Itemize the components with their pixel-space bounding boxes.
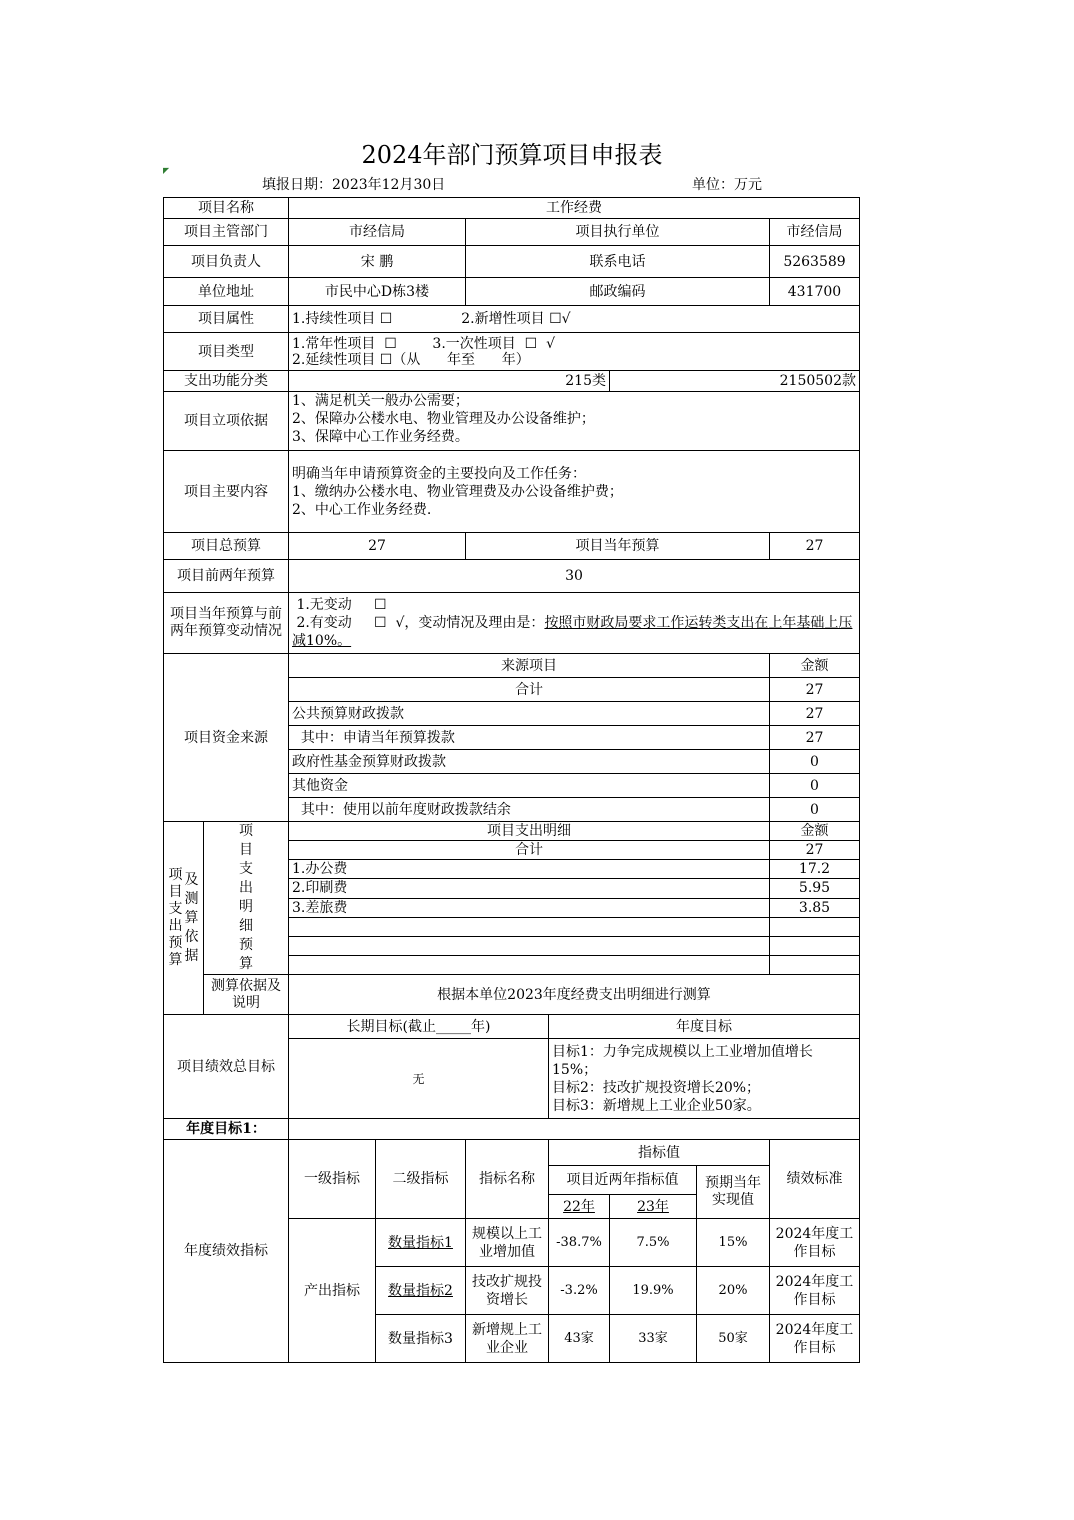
owner-value: 宋 鹏 xyxy=(289,246,466,278)
row-annual-goal1 xyxy=(164,1119,860,1140)
change-opt2-prefix: 2.有变动 ☐ √，变动情况及理由是： xyxy=(292,615,545,631)
funding-source: 其他资金 xyxy=(289,774,770,798)
indicator-h-y22: 22年 xyxy=(549,1195,610,1219)
row-ptype xyxy=(164,333,860,371)
funding-amount: 0 xyxy=(770,798,860,822)
expense-outer-label-a: 项目支出预算 xyxy=(168,867,183,968)
page-title: 2024年部门预算项目申报表 xyxy=(361,141,663,169)
funding-header-row xyxy=(164,654,860,678)
indicator-h-value: 指标值 xyxy=(549,1140,770,1166)
expense-col-amount: 金额 xyxy=(770,822,860,841)
calc-basis-label: 测算依据及说明 xyxy=(204,975,289,1015)
attribute-label: 项目属性 xyxy=(164,306,289,333)
attribute-opt-continuing: 1.持续性项目 ☐ xyxy=(292,311,393,327)
indicator-v23: 33家 xyxy=(610,1315,697,1363)
annual-goal1-value xyxy=(289,1119,860,1140)
ptype-options xyxy=(289,333,860,371)
annual-goal-label: 年度目标 xyxy=(549,1015,860,1039)
row-func-class xyxy=(164,371,860,392)
row-calc-basis xyxy=(164,975,860,1015)
expense-amount-empty xyxy=(770,917,860,936)
perf-goal-label: 项目绩效总目标 xyxy=(164,1015,289,1119)
content-text xyxy=(289,451,860,533)
indicator-expect: 15% xyxy=(697,1219,770,1267)
row-change xyxy=(164,593,860,654)
indicator-name: 规模以上工业增加值 xyxy=(466,1219,549,1267)
expense-item: 1.办公费 xyxy=(289,860,770,879)
func-class-cls: 215类 xyxy=(289,371,610,392)
funding-amount: 27 xyxy=(770,726,860,750)
change-opt2 xyxy=(292,614,856,650)
expense-header-row xyxy=(164,822,860,841)
attribute-opt-new: 2.新增性项目 ☐√ xyxy=(461,311,571,327)
expense-item: 2.印刷费 xyxy=(289,879,770,898)
funding-amount: 27 xyxy=(770,702,860,726)
annual-goal-line: 目标2：技改扩规投资增长20%； xyxy=(552,1079,761,1096)
content-line: 明确当年申请预算资金的主要投向及工作任务： xyxy=(292,465,586,482)
dept-label: 项目主管部门 xyxy=(164,219,289,246)
change-text xyxy=(289,593,860,654)
basis-line: 1、满足机关一般办公需要； xyxy=(292,393,469,409)
phone-value: 5263589 xyxy=(770,246,860,278)
expense-item-empty xyxy=(289,936,770,955)
phone-label: 联系电话 xyxy=(466,246,770,278)
expense-amount: 5.95 xyxy=(770,879,860,898)
basis-line: 2、保障办公楼水电、物业管理及办公设备维护； xyxy=(292,411,595,427)
expense-inner-label-cell xyxy=(204,822,289,975)
budget-application-form xyxy=(163,197,860,1363)
fill-date: 填报日期：2023年12月30日 xyxy=(262,177,446,193)
indicator-l2: 数量指标2 xyxy=(376,1267,466,1315)
basis-text xyxy=(289,392,860,451)
change-opt1: 1.无变动 ☐ xyxy=(292,597,387,613)
year-budget-label: 项目当年预算 xyxy=(466,533,770,560)
annual-goal-text xyxy=(549,1039,860,1119)
year-budget-value: 27 xyxy=(770,533,860,560)
row-project-name xyxy=(164,198,860,219)
funding-source: 合计 xyxy=(289,678,770,702)
expense-amount-empty xyxy=(770,936,860,955)
annual-goal-line: 目标1：力争完成规模以上工业增加值增长15%； xyxy=(552,1043,813,1078)
annual-goal1-label: 年度目标1： xyxy=(164,1119,289,1140)
owner-label: 项目负责人 xyxy=(164,246,289,278)
postal-value: 431700 xyxy=(770,278,860,306)
address-value: 市民中心D栋3楼 xyxy=(289,278,466,306)
expense-item-empty xyxy=(289,917,770,936)
indicator-expect: 50家 xyxy=(697,1315,770,1363)
expense-inner-label: 项目支出明细预算 xyxy=(239,823,253,972)
prev-budget-label: 项目前两年预算 xyxy=(164,560,289,593)
expense-item-empty xyxy=(289,955,770,974)
address-label: 单位地址 xyxy=(164,278,289,306)
perf-goal-header-row xyxy=(164,1015,860,1039)
ptype-line1: 1.常年性项目 ☐ 3.一次性项目 ☐ √ xyxy=(292,335,556,352)
indicator-h-std: 绩效标准 xyxy=(770,1140,860,1219)
expense-amount-empty xyxy=(770,955,860,974)
unit-label: 单位：万元 xyxy=(692,177,762,193)
indicator-expect: 20% xyxy=(697,1267,770,1315)
indicator-h-expect: 预期当年实现值 xyxy=(697,1166,770,1219)
calc-basis-value: 根据本单位2023年度经费支出明细进行测算 xyxy=(289,975,860,1015)
total-budget-label: 项目总预算 xyxy=(164,533,289,560)
total-budget-value: 27 xyxy=(289,533,466,560)
indicator-name: 技改扩规投资增长 xyxy=(466,1267,549,1315)
prev-budget-value: 30 xyxy=(289,560,860,593)
row-budget xyxy=(164,533,860,560)
indicator-header-row1 xyxy=(164,1140,860,1166)
funding-amount: 0 xyxy=(770,750,860,774)
indicator-v23: 7.5% xyxy=(610,1219,697,1267)
funding-source: 其中：申请当年预算拨款 xyxy=(289,726,770,750)
funding-source: 其中：使用以前年度财政拨款结余 xyxy=(289,798,770,822)
basis-line: 3、保障中心工作业务经费。 xyxy=(292,429,469,445)
project-name-value: 工作经费 xyxy=(289,198,860,219)
postal-label: 邮政编码 xyxy=(466,278,770,306)
change-reason: 按照市财政局要求工作运转类支出在上年基础上压减10%。 xyxy=(292,615,853,649)
project-name-label: 项目名称 xyxy=(164,198,289,219)
exec-unit-label: 项目执行单位 xyxy=(466,219,770,246)
expense-outer-label xyxy=(164,822,204,1015)
expense-item: 3.差旅费 xyxy=(289,898,770,917)
expense-amount: 3.85 xyxy=(770,898,860,917)
indicator-v22: -3.2% xyxy=(549,1267,610,1315)
dept-value: 市经信局 xyxy=(289,219,466,246)
ptype-line2: 2.延续性项目 ☐（从 年至 年） xyxy=(292,351,530,368)
indicator-v22: -38.7% xyxy=(549,1219,610,1267)
expense-item: 合计 xyxy=(289,841,770,860)
indicator-std: 2024年度工作目标 xyxy=(770,1267,860,1315)
func-class-label: 支出功能分类 xyxy=(164,371,289,392)
ptype-label: 项目类型 xyxy=(164,333,289,371)
attribute-options xyxy=(289,306,860,333)
indicators-label: 年度绩效指标 xyxy=(164,1140,289,1363)
content-line: 2、中心工作业务经费. xyxy=(292,501,432,518)
cell-marker-icon: ◤ xyxy=(163,166,170,175)
row-content xyxy=(164,451,860,533)
row-dept xyxy=(164,219,860,246)
funding-source: 公共预算财政拨款 xyxy=(289,702,770,726)
indicator-name: 新增规上工业企业 xyxy=(466,1315,549,1363)
funding-source: 政府性基金预算财政拨款 xyxy=(289,750,770,774)
funding-label: 项目资金来源 xyxy=(164,654,289,822)
expense-outer-label-b: 及测算依据 xyxy=(184,871,199,964)
indicator-l1-output: 产出指标 xyxy=(289,1219,376,1363)
row-owner xyxy=(164,246,860,278)
funding-col-source: 来源项目 xyxy=(289,654,770,678)
indicator-l2: 数量指标3 xyxy=(376,1315,466,1363)
indicator-v23: 19.9% xyxy=(610,1267,697,1315)
long-term-goal-value: 无 xyxy=(289,1039,549,1119)
indicator-std: 2024年度工作目标 xyxy=(770,1315,860,1363)
indicator-h-l2: 二级指标 xyxy=(376,1140,466,1219)
row-basis xyxy=(164,392,860,451)
indicator-h-y23: 23年 xyxy=(610,1195,697,1219)
row-prev-budget xyxy=(164,560,860,593)
content-line: 1、缴纳办公楼水电、物业管理费及办公设备维护费； xyxy=(292,483,623,500)
indicator-h-recent: 项目近两年指标值 xyxy=(549,1166,697,1195)
change-label: 项目当年预算与前两年预算变动情况 xyxy=(164,593,289,654)
basis-label: 项目立项依据 xyxy=(164,392,289,451)
indicator-h-name: 指标名称 xyxy=(466,1140,549,1219)
funding-amount: 0 xyxy=(770,774,860,798)
row-attribute xyxy=(164,306,860,333)
funding-amount: 27 xyxy=(770,678,860,702)
indicator-l2: 数量指标1 xyxy=(376,1219,466,1267)
indicator-v22: 43家 xyxy=(549,1315,610,1363)
funding-col-amount: 金额 xyxy=(770,654,860,678)
indicator-h-l1: 一级指标 xyxy=(289,1140,376,1219)
exec-unit-value: 市经信局 xyxy=(770,219,860,246)
long-term-goal-label: 长期目标(截止_____年) xyxy=(289,1015,549,1039)
expense-amount: 27 xyxy=(770,841,860,860)
func-class-item: 2150502款 xyxy=(610,371,860,392)
indicator-std: 2024年度工作目标 xyxy=(770,1219,860,1267)
annual-goal-line: 目标3：新增规上工业企业50家。 xyxy=(552,1097,761,1114)
expense-amount: 17.2 xyxy=(770,860,860,879)
expense-col-detail: 项目支出明细 xyxy=(289,822,770,841)
content-label: 项目主要内容 xyxy=(164,451,289,533)
row-address xyxy=(164,278,860,306)
